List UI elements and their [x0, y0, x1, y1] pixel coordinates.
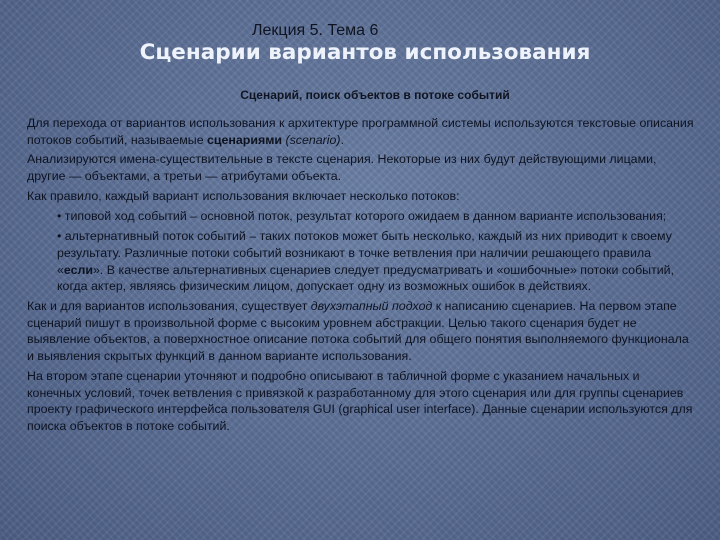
- paragraph-two-stage-approach: [27, 298, 695, 365]
- text-segment: ». В качестве альтернативных сценариев следует предусматривать и «ошибочные» потоки событий, когда актер, являясь физическим лицом, допускает одну из возможных ошибок в действиях.: [57, 262, 675, 294]
- slide-subtitle: Сценарий, поиск объектов в потоке событий: [240, 88, 510, 102]
- text-segment: • альтернативный поток событий – таких потоков может быть несколько, каждый из них приводит к своему результату. Различные потоки событий возникают в точке ветвления при наличии решающего правила «: [57, 229, 672, 277]
- slide-title: Сценарии вариантов использования: [139, 40, 591, 65]
- text-segment: Для перехода от вариантов использования к архитектуре программной системы используются текстовые описания потоков событий, называемые: [27, 116, 694, 147]
- bullet-alternative-flow: [27, 228, 695, 295]
- lecture-label: Лекция 5. Тема 6: [252, 22, 379, 39]
- text-segment: к написанию сценариев. На первом этапе сценарий пишут в произвольной форме с высоким уровнем абстракции. Целью такого сценария будет не выявление объектов, а поверхностное описание потока событий для общего понятия выполняемого функционала и выявления скрытых функций в данном варианте использования.: [27, 299, 689, 364]
- term-scenario-en: (scenario): [285, 132, 341, 147]
- paragraph-second-stage: На втором этапе сценарии уточняют и подробно описывают в табличной форме с указанием начальных и конечных условий, точек ветвления с привязкой к разработанному для этого сценария или для группы сценариев проекту графического интерфейса пользователя GUI (graphical user interface). Данные сценарии используются для поиска объектов в потоке событий.: [27, 368, 693, 433]
- slide-body: [27, 115, 695, 438]
- paragraph-nouns-analysis: Анализируются имена-существительные в тексте сценария. Некоторые из них будут действующими лицами, другие — объектами, а третьи — атрибутами объекта.: [27, 152, 657, 184]
- bullet-typical-flow: • типовой ход событий – основной поток, результат которого ожидаем в данном варианте использования;: [57, 208, 667, 223]
- term-if: если: [63, 262, 94, 277]
- paragraph-scenario-definition: [27, 115, 695, 148]
- term-scenarios: сценариями: [207, 132, 283, 147]
- text-segment: .: [340, 132, 345, 147]
- term-two-stage: двухэтапный подход: [310, 299, 433, 314]
- paragraph-flows-intro: Как правило, каждый вариант использования включает несколько потоков:: [27, 188, 460, 203]
- text-segment: Как и для вариантов использования, существует: [27, 299, 311, 314]
